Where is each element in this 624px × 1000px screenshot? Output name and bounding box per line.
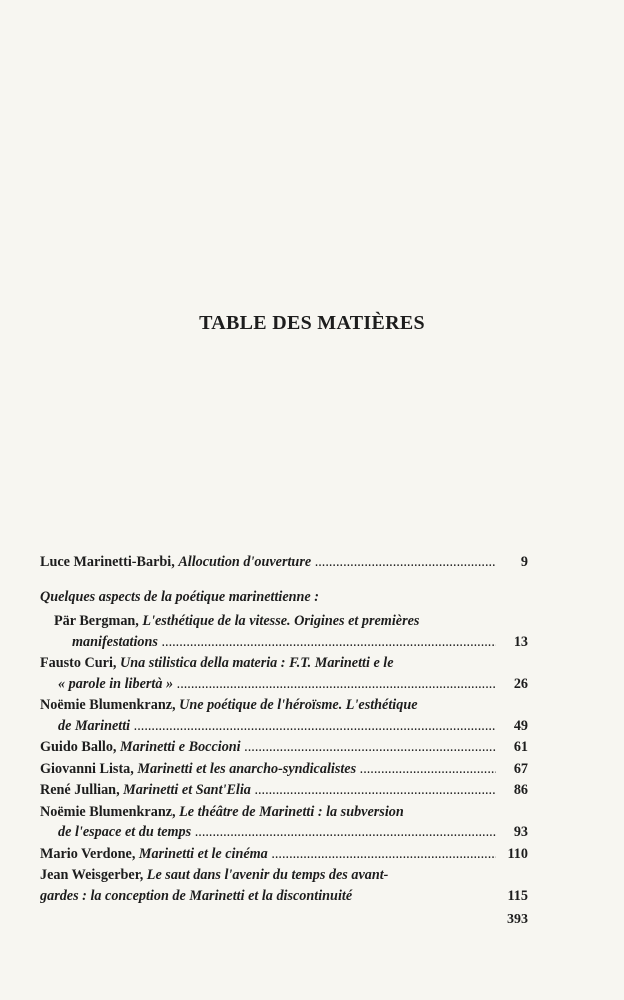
toc-page: 93: [513, 824, 528, 840]
page-number: 393: [507, 912, 528, 927]
toc-entry: [40, 780, 528, 801]
toc-work: L'esthétique de la vitesse. Origines et premières: [142, 613, 420, 629]
toc-author: Luce Marinetti-Barbi,: [40, 554, 175, 570]
toc-page: 110: [507, 845, 528, 862]
toc-author: Noëmie Blumenkranz,: [40, 697, 176, 713]
toc-author: Pär Bergman,: [54, 613, 139, 629]
toc-author: Giovanni Lista,: [40, 760, 134, 777]
toc-work: Une poétique de l'héroïsme. L'esthétique: [179, 697, 418, 713]
toc-page: 9: [520, 554, 528, 570]
toc-work-continued: « parole in libertà »: [58, 675, 174, 692]
toc-entry: [40, 844, 528, 865]
page-title: TABLE DES MATIÈRES: [199, 312, 425, 334]
toc-page: 26: [513, 675, 528, 692]
toc-author: Noëmie Blumenkranz,: [40, 803, 176, 820]
toc-page: 49: [513, 717, 528, 734]
toc-work: Marinetti et les anarcho-syndicalistes: [137, 760, 357, 777]
toc-work: Le saut dans l'avenir du temps des avant-: [146, 867, 389, 883]
toc-page: 61: [513, 739, 528, 755]
toc-author: René Jullian,: [40, 782, 120, 798]
section-heading: Quelques aspects de la poétique marinettienne :: [40, 588, 320, 605]
toc-entry: [40, 759, 528, 780]
toc-work: Le théâtre de Marinetti : la subversion: [179, 803, 404, 820]
toc-entry: [40, 802, 528, 843]
table-of-contents: [40, 552, 528, 907]
toc-author: Fausto Curi,: [40, 655, 117, 671]
toc-author: Jean Weisgerber,: [40, 867, 144, 883]
toc-work-continued: de Marinetti: [58, 717, 131, 734]
toc-work: Allocution d'ouverture: [178, 554, 312, 570]
toc-work-continued: manifestations: [72, 633, 158, 650]
toc-page: 86: [513, 782, 528, 798]
toc-work: Marinetti et le cinéma: [138, 845, 268, 862]
toc-work-continued: gardes : la conception de Marinetti et la discontinuité: [40, 887, 353, 904]
toc-entry: [40, 611, 528, 652]
toc-work: Marinetti et Sant'Elia: [123, 782, 251, 798]
toc-work-continued: de l'espace et du temps: [58, 824, 192, 840]
toc-page: 67: [513, 760, 528, 777]
toc-entry: [40, 653, 528, 694]
toc-entry: [40, 695, 528, 736]
toc-work: Marinetti e Boccioni: [120, 739, 241, 755]
toc-entry: [40, 865, 528, 906]
toc-entry-intro: [40, 552, 528, 573]
toc-page: 13: [513, 633, 528, 650]
toc-author: Guido Ballo,: [40, 739, 117, 755]
toc-page: 115: [507, 887, 528, 904]
toc-work: Una stilistica della materia : F.T. Marinetti e le: [120, 655, 394, 671]
toc-author: Mario Verdone,: [40, 845, 136, 862]
toc-entry: [40, 737, 528, 758]
